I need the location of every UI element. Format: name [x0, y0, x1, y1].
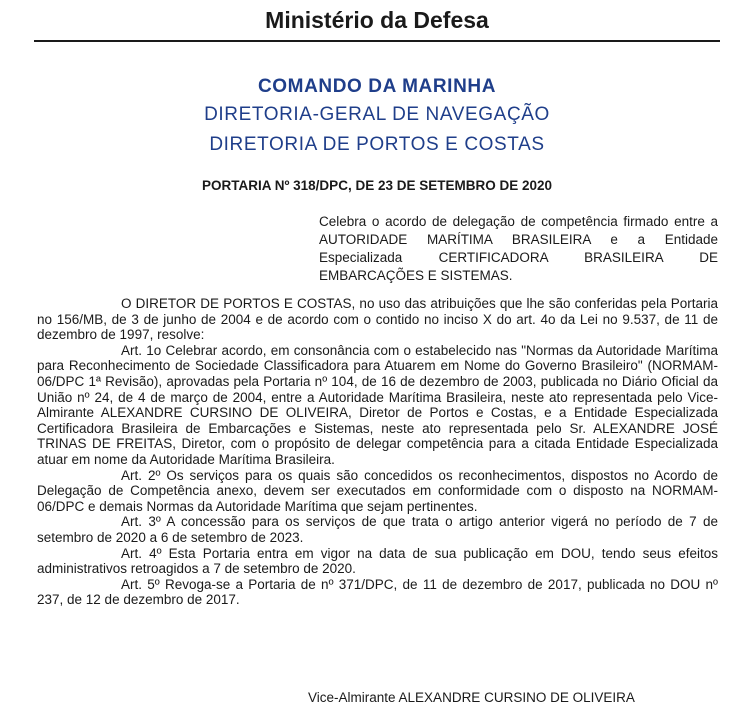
- preamble-paragraph: O DIRETOR DE PORTOS E COSTAS, no uso das atribuições que lhe são conferidas pela Portaria no 156/MB, de 3 de junho de 2004 e de acordo com o contido no inciso X do art. 4o da Lei no 9.537, de 11 de dezembro de 1997, resolve:: [37, 296, 718, 343]
- article-1-paragraph: Art. 1o Celebrar acordo, em consonância com o estabelecido nas "Normas da Autoridade Marítima para Reconhecimento de Sociedade Classificadora para Atuarem em Nome do Governo Brasileiro" (NORMAM-06/DPC 1ª Revisão), aprovadas pela Portaria nº 104, de 16 de dezembro de 2003, publicada no Diário Oficial da União nº 24, de 4 de março de 2004, entre a Autoridade Marítima Brasileira, neste ato representada pelo Vice-Almirante ALEXANDRE CURSINO DE OLIVEIRA, Diretor de Portos e Costas, e a Entidade Especializada Certificadora Brasileira de Embarcações e Sistemas, neste ato representada pelo Sr. ALEXANDRE JOSÉ TRINAS DE FREITAS, Diretor, com o propósito de delegar competência para a citada Entidade Especializada atuar em nome da Autoridade Marítima Brasileira.: [37, 342, 718, 467]
- article-3-paragraph: Art. 3º A concessão para os serviços de que trata o artigo anterior vigerá no período de 7 de setembro de 2020 a 6 de setembro de 2023.: [37, 514, 718, 545]
- ministry-heading: Ministério da Defesa: [34, 7, 720, 42]
- body-text: [37, 296, 718, 608]
- signature: Vice-Almirante ALEXANDRE CURSINO DE OLIVEIRA: [308, 690, 635, 705]
- org-line-diretoria-portos: DIRETORIA DE PORTOS E COSTAS: [209, 134, 545, 155]
- portaria-title: PORTARIA Nº 318/DPC, DE 23 DE SETEMBRO DE 2020: [201, 178, 553, 193]
- org-line-comando: COMANDO DA MARINHA: [257, 76, 497, 97]
- article-4-paragraph: Art. 4º Esta Portaria entra em vigor na data de sua publicação em DOU, tendo seus efeitos administrativos retroagidos a 7 de setembro de 2020.: [37, 545, 718, 577]
- article-5-paragraph: Art. 5º Revoga-se a Portaria de nº 371/DPC, de 11 de dezembro de 2017, publicada no DOU nº 237, de 12 de dezembro de 2017.: [37, 576, 718, 608]
- org-line-diretoria-geral: DIRETORIA-GERAL DE NAVEGAÇÃO: [204, 104, 550, 125]
- ementa: Celebra o acordo de delegação de competência firmado entre a AUTORIDADE MARÍTIMA BRASILEIRA e a Entidade Especializada CERTIFICADORA BRASILEIRA DE EMBARCAÇÕES E SISTEMAS.: [319, 214, 718, 283]
- article-2-paragraph: Art. 2º Os serviços para os quais são concedidos os reconhecimentos, dispostos no Acordo de Delegação de Competência anexo, devem ser executados em conformidade com o disposto na NORMAM-06/DPC e demais Normas da Autoridade Marítima que sejam pertinentes.: [37, 467, 718, 514]
